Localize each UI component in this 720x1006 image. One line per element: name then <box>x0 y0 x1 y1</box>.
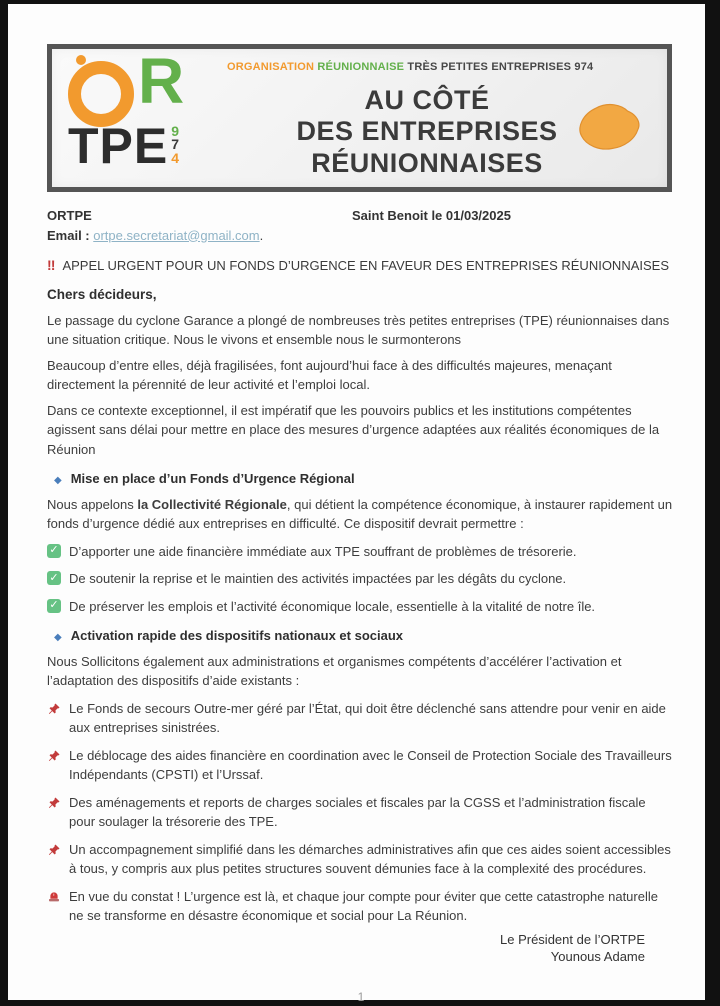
reunion-island-icon <box>573 101 651 157</box>
email-link[interactable]: ortpe.secretariat@gmail.com <box>93 227 260 243</box>
checklist-item: ✓ D’apporter une aide financière immédiate aux TPE souffrant de problèmes de trésorerie. <box>47 542 675 562</box>
paragraph: Nous Sollicitons également aux administrations et organismes compétents d’accélérer l’activation et l’adaptation des dispositifs d’aide existants : <box>47 653 622 689</box>
signature-name: Younous Adame <box>550 949 645 965</box>
paragraph: Beaucoup d’entre elles, déjà fragilisées, font aujourd’hui face à des difficultés majeures, menaçant directement la pérennité de leur activité et l’emploi local. <box>47 357 612 393</box>
closing-statement: En vue du constat ! L’urgence est là, et chaque jour compte pour éviter que cette catastrophe naturelle ne se transforme en désastre économique et social pour La Réunion. <box>47 887 675 926</box>
subject-text: APPEL URGENT POUR UN FONDS D’URGENCE EN FAVEUR DES ENTREPRISES RÉUNIONNAISES <box>62 258 669 273</box>
signature-title: Le Président de l’ORTPE <box>500 931 645 947</box>
pin-item: Un accompagnement simplifié dans les démarches administratives afin que ces aides soient accessibles à tous, y compris aux plus petites structures souvent démunies face à la complexité des procédures. <box>47 840 675 879</box>
pin-item: Des aménagements et reports de charges sociales et fiscales par la CGSS et l’administration fiscale pour soulager la trésorerie des TPE. <box>47 793 675 832</box>
section-heading-national: ◆ Activation rapide des dispositifs nationaux et sociaux <box>54 628 404 644</box>
org-name: ORTPE <box>47 208 92 223</box>
salutation: Chers décideurs, <box>47 286 157 302</box>
banner-title: AU CÔTÉ DES ENTREPRISES RÉUNIONNAISES <box>296 85 558 178</box>
paragraph: Dans ce contexte exceptionnel, il est impératif que les pouvoirs publics et les institutions compétentes agissent sans délai pour mettre en place des mesures d’urgence adaptées aux réalités économiques de la Réunion <box>47 402 660 457</box>
email-period: . <box>259 227 264 243</box>
email-row <box>47 226 675 246</box>
check-icon: ✓ <box>47 544 61 558</box>
signature-block <box>47 931 675 966</box>
checklist-item: ✓ De soutenir la reprise et le maintien des activités impactées par les dégâts du cyclone. <box>47 569 675 589</box>
logo-974: 9 7 4 <box>171 123 180 166</box>
pin-icon <box>47 843 61 857</box>
ortpe-logo <box>68 45 238 174</box>
diamond-bullet-icon: ◆ <box>54 632 62 644</box>
meta-row <box>47 206 675 226</box>
pin-icon <box>47 702 61 716</box>
checklist-item: ✓ De préserver les emplois et l’activité économique locale, essentielle à la vitalité de notre île. <box>47 597 675 617</box>
pin-icon <box>47 749 61 763</box>
subject-line <box>47 256 675 276</box>
check-icon: ✓ <box>47 599 61 613</box>
diamond-bullet-icon: ◆ <box>54 475 62 487</box>
logo-tpe: TPE <box>68 118 169 174</box>
email-label: Email : <box>47 227 90 243</box>
letter-body <box>8 206 705 1006</box>
banner-tagline: ORGANISATION RÉUNIONNAISE TRÈS PETITES ENTREPRISES 974 <box>227 61 594 73</box>
paragraph: Nous appelons la Collectivité Régionale, qui détient la compétence économique, à instaurer rapidement un fonds d’urgence dédié aux entreprises en difficulté. Ce dispositif devrait permettre : <box>47 496 673 532</box>
logo-letter-r: R <box>138 45 183 117</box>
pin-item: Le déblocage des aides financière en coordination avec le Conseil de Protection Sociale des Travailleurs Indépendants (CPSTI) et l’Urssaf. <box>47 746 675 785</box>
check-icon: ✓ <box>47 571 61 585</box>
section-heading-regional: ◆ Mise en place d’un Fonds d’Urgence Régional <box>54 471 355 487</box>
logo-dot-icon <box>76 55 86 65</box>
pin-icon <box>47 796 61 810</box>
page-number: 1 <box>357 989 365 1004</box>
siren-icon <box>47 890 61 904</box>
pin-item: Le Fonds de secours Outre-mer géré par l’État, qui doit être déclenché sans attendre pour venir en aide aux entreprises sinistrées. <box>47 699 675 738</box>
letterhead-banner <box>47 44 672 192</box>
paragraph: Le passage du cyclone Garance a plongé de nombreuses très petites entreprises (TPE) réunionnaises dans une situation critique. Nous le vivons et ensemble nous le surmonterons <box>47 312 670 348</box>
bold-inline: la Collectivité Régionale <box>137 496 287 512</box>
dateline: Saint Benoit le 01/03/2025 <box>352 208 511 223</box>
document-page <box>8 4 705 1004</box>
double-exclamation-icon: ‼ <box>47 257 56 273</box>
